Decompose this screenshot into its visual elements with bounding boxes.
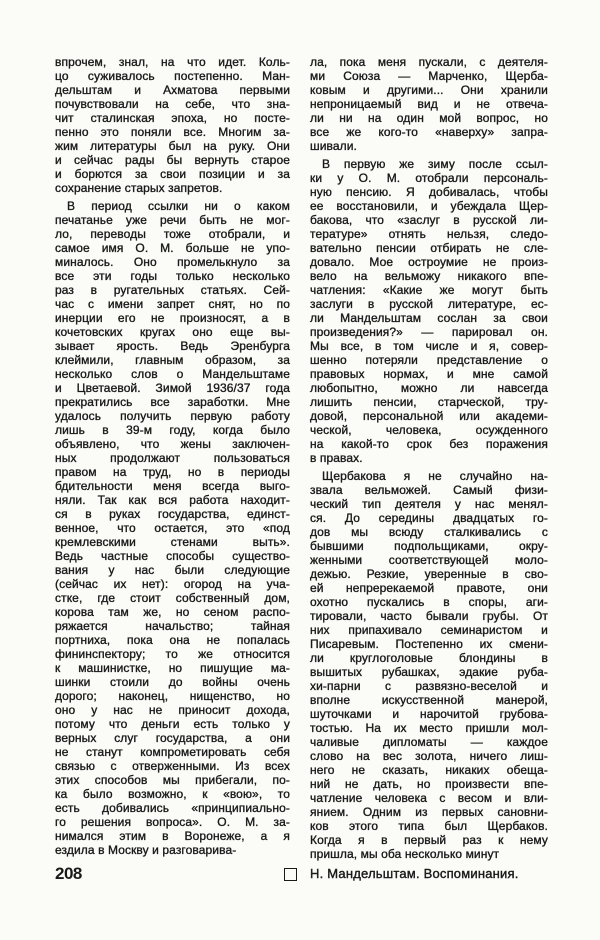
text-line: объявлено, что жены заключен-: [55, 437, 290, 451]
text-line: ся. До середины двадцатых го-: [310, 511, 548, 525]
text-line: В первую же зиму после ссыл-: [322, 157, 548, 171]
text-line: пенно это поняли все. Многим за-: [55, 125, 290, 139]
text-line: дежью. Резкие, уверенные в сво-: [310, 567, 548, 581]
text-line: этих способов мы прибегали, по-: [55, 773, 290, 787]
text-line: ний не дать, но произвести впе-: [310, 777, 548, 791]
text-line: нимался этим в Воронеже, а я: [55, 829, 290, 843]
text-line: бдительности меня всегда выго-: [55, 479, 290, 493]
text-line: шинки стоили до войны очень: [55, 675, 290, 689]
text-line: него не сказать, никаких обеща-: [310, 763, 548, 777]
text-line: и Цветаевой. Зимой 1936/37 года: [55, 381, 290, 395]
text-line: слово на вес золота, ничего лиш-: [310, 749, 548, 763]
text-line: тировали, часто бывали грубы. От: [310, 609, 548, 623]
text-line: кочетовских кругах оно еще вы-: [55, 325, 290, 339]
text-line: вело на вельможу никакого впе-: [310, 269, 548, 283]
text-line: есть добивались «принципиально-: [55, 801, 290, 815]
text-line: довало. Мое остроумие не произ-: [310, 255, 548, 269]
text-line: чатления: «Какие же могут быть: [310, 283, 548, 297]
paragraph: [55, 55, 290, 195]
text-line: ли круглоголовые блондины в: [310, 651, 548, 665]
text-line: правовых нормах, и мне самой: [310, 367, 548, 381]
text-line: тературе» отнять нельзя, следо-: [310, 227, 548, 241]
text-line: вполне искусственной манерой,: [310, 693, 548, 707]
text-line: в правах.: [310, 451, 363, 465]
text-line: В период ссылки ни о каком: [67, 199, 290, 213]
text-line: удалось получить первую работу: [55, 409, 290, 423]
text-line: ее восстановили, и убеждала Щер-: [310, 199, 548, 213]
text-line: ли Мандельштам сослан за свои: [310, 311, 548, 325]
text-line: чаливые дипломаты — каждое: [310, 735, 548, 749]
text-line: кремлевскими стенами выть».: [55, 535, 290, 549]
text-line: ся в руках государства, единст-: [55, 507, 290, 521]
text-line: няли. Так как вся работа находит-: [55, 493, 290, 507]
text-line: ла, пока меня пускали, с деятеля-: [310, 55, 548, 69]
text-line: ческой, человека, осужденного: [310, 423, 548, 437]
text-line: непроницаемый вид и не отвеча-: [310, 97, 548, 111]
text-line: произведения?» — парировал он.: [310, 325, 548, 339]
text-line: лишить пенсии, старческой, тру-: [310, 395, 548, 409]
text-line: ло, переводы тоже отобрали, и: [55, 227, 290, 241]
text-line: час с имени запрет снят, но по: [55, 297, 290, 311]
text-line: чатление человека с весом и вли-: [310, 791, 548, 805]
text-line: впрочем, знал, на что идет. Коль-: [55, 55, 290, 69]
paragraph: [310, 469, 548, 861]
text-line: Писаревым. Постепенно их смени-: [310, 637, 548, 651]
text-line: бывшими подпольщиками, окру-: [310, 539, 548, 553]
text-line: ную пенсию. Я добивалась, чтобы: [310, 185, 548, 199]
text-line: венное, что остается, это «под: [55, 521, 290, 535]
text-line: Щербакова я не случайно на-: [322, 469, 548, 483]
text-line: шивали.: [310, 139, 357, 153]
text-line: и борются за свои позиции и за: [55, 167, 290, 181]
text-line: миналось. Оно промелькнуло за: [55, 255, 290, 269]
paragraph: [310, 55, 548, 153]
text-line: корова там же, но сеном распо-: [55, 605, 290, 619]
text-line: шуточками и нарочитой грубова-: [310, 707, 548, 721]
text-line: ездила в Москву и разговарива-: [55, 843, 237, 857]
text-line: к машинистке, но пишущие ма-: [55, 661, 290, 675]
text-line: ли ни на один мой вопрос, но: [310, 111, 548, 125]
text-line: портниха, пока она не попалась: [55, 633, 290, 647]
text-line: Ведь частные способы существо-: [55, 549, 290, 563]
text-line: охотно пускались в споры, аги-: [310, 595, 548, 609]
text-line: Мы все, в том числе и я, совер-: [310, 339, 548, 353]
text-line: несколько слов о Мандельштаме: [55, 367, 290, 381]
paragraph: [55, 199, 290, 857]
paragraph: [310, 157, 548, 465]
text-line: раз в ругательных статьях. Сей-: [55, 283, 290, 297]
text-line: довой, персональной или академи-: [310, 409, 548, 423]
text-line: го решения вопроса». О. М. за-: [55, 815, 290, 829]
text-line: ми Союза — Марченко, Щерба-: [310, 69, 548, 83]
text-line: ческий тип деятеля у нас менял-: [310, 497, 548, 511]
text-line: них припахивало семинаристом и: [310, 623, 548, 637]
text-line: сохранение старых запретов.: [55, 181, 223, 195]
text-line: правом на труд, но в периоды: [55, 465, 290, 479]
text-line: лишь в 39-м году, когда было: [55, 423, 290, 437]
text-line: хи-парни с развязно-веселой и: [310, 679, 548, 693]
text-line: (сейчас их нет): огород на уча-: [55, 577, 290, 591]
text-line: зывает ярость. Ведь Эренбурга: [55, 339, 290, 353]
text-line: на какой-то срок без поражения: [310, 437, 548, 451]
text-line: вательно пенсии отбирать не сле-: [310, 241, 548, 255]
text-line: ка было возможно, к «вою», то: [55, 787, 290, 801]
text-line: жим литературы был на руку. Они: [55, 139, 290, 153]
text-line: заслуги в русской литературе, ес-: [310, 297, 548, 311]
text-line: шенно потеряли представление о: [310, 353, 548, 367]
text-line: потому что деньги есть только у: [55, 717, 290, 731]
text-line: дельштам и Ахматова первыми: [55, 83, 290, 97]
text-line: цо суживалось постепенно. Ман-: [55, 69, 290, 83]
text-line: ряжается начальство; тайная: [55, 619, 290, 633]
text-line: ков этого типа был Щербаков.: [310, 819, 548, 833]
text-line: все же кого-то «наверху» запра-: [310, 125, 548, 139]
text-line: дорого; наконец, нищенство, но: [55, 689, 290, 703]
text-line: фининспектору; то же относится: [55, 647, 290, 661]
right-column: [310, 55, 548, 865]
text-line: бакова, что «заслуг в русской ли-: [310, 213, 548, 227]
text-line: Когда я в первый раз к нему: [310, 833, 548, 847]
text-line: ей непререкаемой правоте, они: [310, 581, 548, 595]
text-line: клеймили, главным образом, за: [55, 353, 290, 367]
text-line: ных продолжают пользоваться: [55, 451, 290, 465]
text-line: любопытно, можно ли навсегда: [310, 381, 548, 395]
text-line: янием. Одним из первых сановни-: [310, 805, 548, 819]
text-line: инерции его не произносят, а в: [55, 311, 290, 325]
text-line: все эти годы только несколько: [55, 269, 290, 283]
text-line: звала вельможей. Самый физи-: [310, 483, 548, 497]
text-line: ковым и другими... Они хранили: [310, 83, 548, 97]
text-line: печатанье уже речи быть не мог-: [55, 213, 290, 227]
text-line: связью с отверженными. Из всех: [55, 759, 290, 773]
text-line: прекратились все заработки. Мне: [55, 395, 290, 409]
text-line: самое имя О. М. больше не упо-: [55, 241, 290, 255]
text-line: женными соответствующей моло-: [310, 553, 548, 567]
text-line: тостью. На их место пришли мол-: [310, 721, 548, 735]
text-line: вышитых рубашках, эдакие руба-: [310, 665, 548, 679]
page-number: 208: [55, 864, 82, 883]
text-line: стке, где стоит собственный дом,: [55, 591, 290, 605]
text-line: почувствовали на себе, что зна-: [55, 97, 290, 111]
footer-square-icon: [284, 868, 297, 881]
text-line: вания у нас были следующие: [55, 563, 290, 577]
text-line: дов мы всюду сталкивались с: [310, 525, 548, 539]
text-line: ки у О. М. отобрали персональ-: [310, 171, 548, 185]
running-footer-title: Н. Мандельштам. Воспоминания.: [310, 866, 519, 881]
text-line: оно у нас не приносит дохода,: [55, 703, 290, 717]
text-line: и сейчас рады бы вернуть старое: [55, 153, 290, 167]
text-line: пришла, мы оба несколько минут: [310, 847, 500, 861]
text-line: верных слуг государства, а они: [55, 731, 290, 745]
text-line: не станут компрометировать себя: [55, 745, 290, 759]
text-line: чит сталинская эпоха, но посте-: [55, 111, 290, 125]
left-column: [55, 55, 290, 861]
